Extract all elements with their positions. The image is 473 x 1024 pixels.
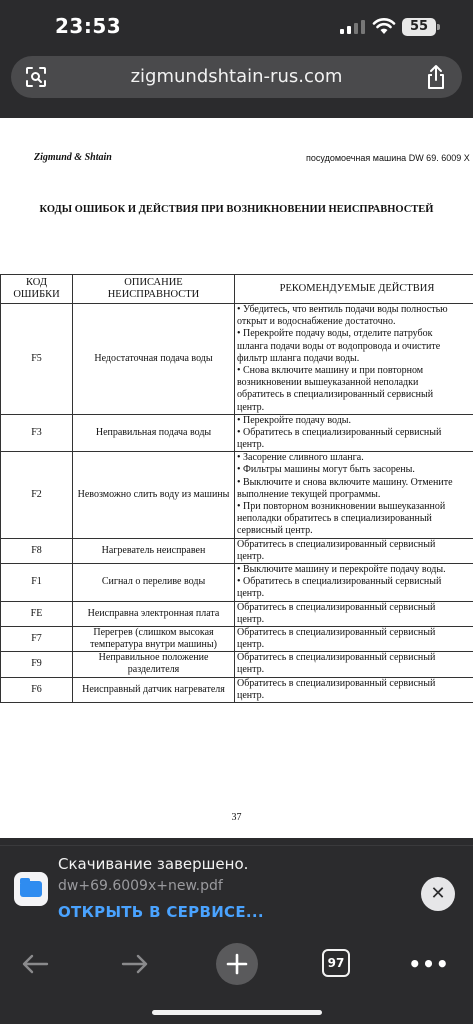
close-icon[interactable]: ✕ bbox=[421, 877, 455, 911]
action-line: центр. bbox=[237, 689, 265, 701]
wifi-icon bbox=[372, 17, 396, 35]
action-line: • Убедитесь, что вентиль подачи воды полностью bbox=[237, 304, 448, 315]
forward-button[interactable] bbox=[118, 947, 152, 981]
recommended-actions-cell bbox=[235, 601, 473, 626]
action-line: центр. bbox=[237, 550, 265, 562]
error-description-cell: Неправильная подача воды bbox=[73, 414, 235, 452]
model-header: посудомоечная машина DW 69. 6009 X bbox=[306, 153, 470, 163]
action-line: обратитесь в специализированный сервисный bbox=[237, 389, 434, 401]
recommended-actions-cell bbox=[235, 538, 473, 563]
error-description-cell: Неисправный датчик нагревателя bbox=[73, 677, 235, 702]
action-line: Обратитесь в специализированный сервисный bbox=[237, 601, 436, 613]
battery-level: 55 bbox=[402, 18, 436, 36]
home-indicator bbox=[152, 1010, 322, 1015]
recommended-actions-cell bbox=[235, 452, 473, 538]
recommended-actions-cell bbox=[235, 652, 473, 677]
arrow-left-icon bbox=[21, 953, 49, 975]
url-text[interactable]: zigmundshtain-rus.com bbox=[130, 66, 343, 87]
brand-logo-text: Zigmund & Shtain bbox=[34, 152, 112, 163]
status-time: 23:53 bbox=[55, 14, 122, 38]
action-line: фильтр шланга подачи воды. bbox=[237, 352, 360, 364]
address-bar[interactable] bbox=[11, 56, 462, 98]
header-code: КОД ОШИБКИ bbox=[1, 275, 73, 304]
files-app-icon bbox=[14, 872, 48, 906]
action-line: возникновении вышеуказанной неполадки bbox=[237, 377, 419, 389]
recommended-actions-cell bbox=[235, 304, 473, 415]
table-row bbox=[1, 677, 473, 702]
action-line: центр. bbox=[237, 588, 265, 600]
action-line: Обратитесь в специализированный сервисный bbox=[237, 652, 436, 664]
error-description-cell: Неисправна электронная плата bbox=[73, 601, 235, 626]
action-line: • Снова включите машину и при повторном bbox=[237, 364, 424, 376]
cellular-signal-icon bbox=[340, 20, 368, 34]
error-code-cell: F7 bbox=[1, 626, 73, 651]
header-description: ОПИСАНИЕ НЕИСПРАВНОСТИ bbox=[73, 275, 235, 304]
error-code-cell: FE bbox=[1, 601, 73, 626]
action-line: Обратитесь в специализированный сервисный bbox=[237, 538, 436, 550]
new-tab-button[interactable] bbox=[216, 943, 258, 985]
error-description-cell: Нагреватель неисправен bbox=[73, 538, 235, 563]
action-line: • Обратитесь в специализированный сервисный bbox=[237, 576, 442, 588]
document-heading: КОДЫ ОШИБОК И ДЕЙСТВИЯ ПРИ ВОЗНИКНОВЕНИИ НЕИСПРАВНОСТЕЙ bbox=[39, 204, 434, 215]
action-line: центр. bbox=[237, 639, 265, 651]
table-row bbox=[1, 538, 473, 563]
action-line: шланга подачи воды от водопровода и очистите bbox=[237, 340, 441, 352]
table-row bbox=[1, 304, 473, 415]
table-header-row bbox=[1, 275, 473, 304]
share-icon[interactable] bbox=[425, 64, 447, 90]
error-description-cell: Неправильное положение разделителя bbox=[73, 652, 235, 677]
error-code-cell: F5 bbox=[1, 304, 73, 415]
error-description-cell: Недостаточная подача воды bbox=[73, 304, 235, 415]
page-tools-icon[interactable] bbox=[25, 66, 47, 88]
table-row bbox=[1, 601, 473, 626]
table-row bbox=[1, 563, 473, 601]
table-row bbox=[1, 652, 473, 677]
action-line: • Перекройте подачу воды, отделите патрубок bbox=[237, 328, 433, 340]
error-description-cell: Перегрев (слишком высокая температура внутри машины) bbox=[73, 626, 235, 651]
header-actions: РЕКОМЕНДУЕМЫЕ ДЕЙСТВИЯ bbox=[235, 275, 473, 304]
error-codes-table bbox=[0, 274, 473, 703]
error-description-cell: Сигнал о переливе воды bbox=[73, 563, 235, 601]
download-toast bbox=[0, 845, 473, 935]
action-line: • Фильтры машины могут быть засорены. bbox=[237, 464, 415, 476]
status-bar bbox=[0, 0, 473, 52]
error-code-cell: F6 bbox=[1, 677, 73, 702]
table-row bbox=[1, 626, 473, 651]
action-line: • Выключите и снова включите машину. Отмените bbox=[237, 476, 453, 488]
action-line: • Выключите машину и перекройте подачу воды. bbox=[237, 563, 446, 575]
error-code-cell: F2 bbox=[1, 452, 73, 538]
action-line: центр. bbox=[237, 613, 265, 625]
pdf-page[interactable] bbox=[0, 118, 473, 838]
action-line: Обратитесь в специализированный сервисный bbox=[237, 626, 436, 638]
action-line: • Обратитесь в специализированный сервисный bbox=[237, 426, 442, 438]
plus-icon bbox=[226, 953, 248, 975]
error-code-cell: F9 bbox=[1, 652, 73, 677]
download-filename: dw+69.6009x+new.pdf bbox=[58, 878, 223, 894]
recommended-actions-cell bbox=[235, 626, 473, 651]
error-description-cell: Невозможно слить воду из машины bbox=[73, 452, 235, 538]
action-line: открыт и водоснабжение достаточно. bbox=[237, 316, 396, 328]
download-title: Скачивание завершено. bbox=[58, 855, 249, 873]
back-button[interactable] bbox=[18, 947, 52, 981]
action-line: неполадки обратитесь в специализированный bbox=[237, 513, 432, 525]
recommended-actions-cell bbox=[235, 414, 473, 452]
page-number: 37 bbox=[231, 812, 242, 823]
more-menu-button[interactable]: ••• bbox=[408, 952, 450, 976]
action-line: центр. bbox=[237, 401, 265, 413]
action-line: Обратитесь в специализированный сервисный bbox=[237, 677, 436, 689]
action-line: • Засорение сливного шланга. bbox=[237, 452, 364, 464]
arrow-right-icon bbox=[121, 953, 149, 975]
action-line: • Перекройте подачу воды. bbox=[237, 414, 352, 426]
action-line: центр. bbox=[237, 439, 265, 451]
open-in-service-button[interactable]: ОТКРЫТЬ В СЕРВИСЕ... bbox=[58, 903, 264, 921]
error-code-cell: F1 bbox=[1, 563, 73, 601]
table-row bbox=[1, 414, 473, 452]
action-line: сервисный центр. bbox=[237, 525, 313, 537]
action-line: центр. bbox=[237, 664, 265, 676]
battery-tip bbox=[437, 24, 440, 30]
error-code-cell: F8 bbox=[1, 538, 73, 563]
recommended-actions-cell bbox=[235, 677, 473, 702]
recommended-actions-cell bbox=[235, 563, 473, 601]
tab-switcher-button[interactable]: 97 bbox=[322, 949, 350, 977]
action-line: • При повторном возникновении вышеуказанной bbox=[237, 501, 446, 512]
action-line: выполнение текущей программы. bbox=[237, 488, 381, 500]
table-row bbox=[1, 452, 473, 538]
error-code-cell: F3 bbox=[1, 414, 73, 452]
